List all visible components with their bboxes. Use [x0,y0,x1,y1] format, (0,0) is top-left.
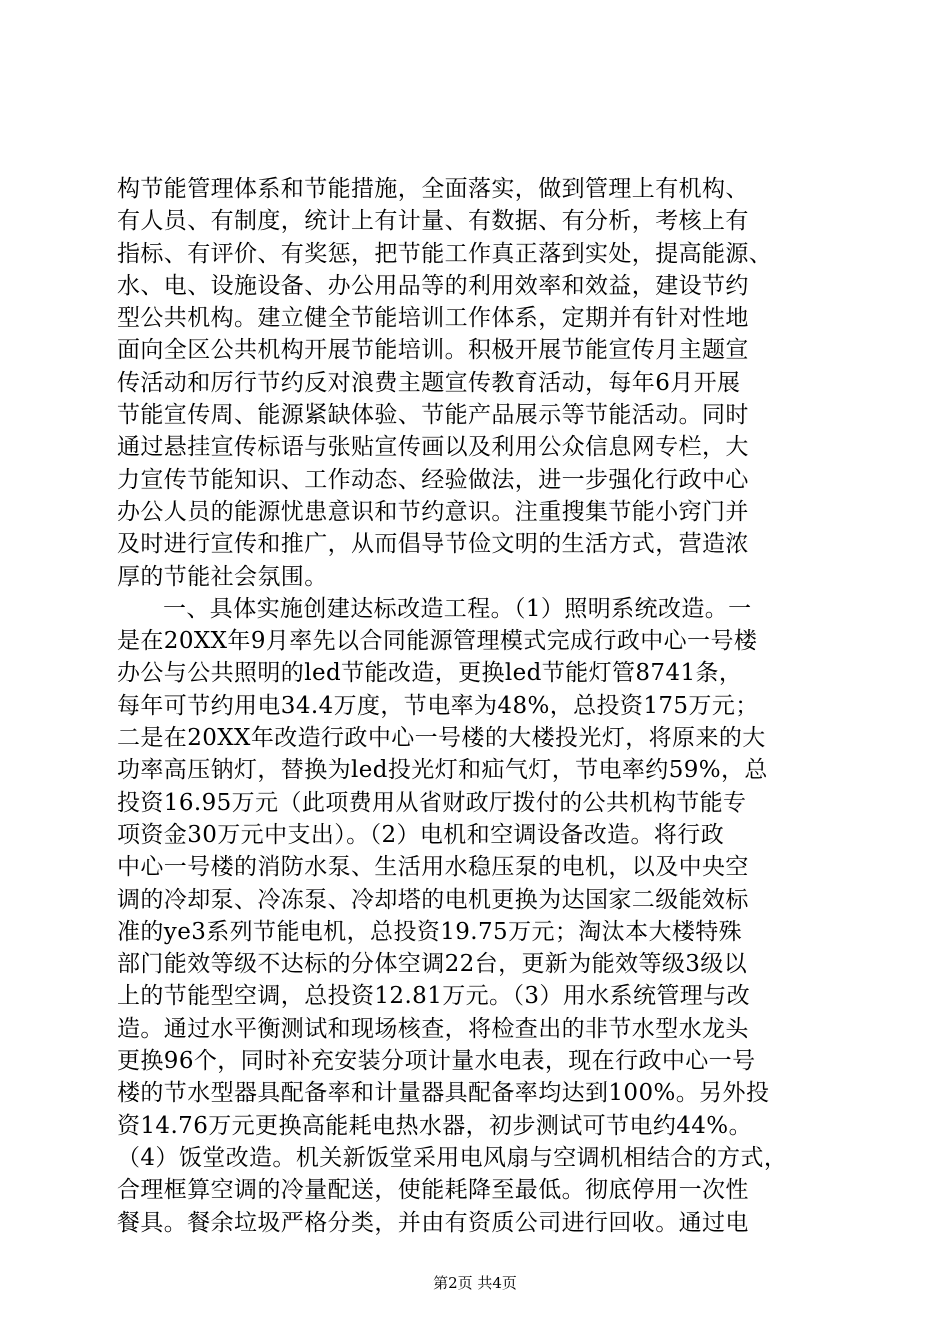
text-line: 传活动和厉行节约反对浪费主题宣传教育活动，每年6月开展 [117,369,741,396]
text-line: 中心一号楼的消防水泵、生活用水稳压泵的电机，以及中央空 [117,854,749,881]
text-line: 功率高压钠灯，替换为led投光灯和疝气灯，节电率约59%，总 [117,757,768,784]
page-footer [0,1273,950,1293]
text-line: 通过悬挂宣传标语与张贴宣传画以及利用公众信息网专栏，大 [117,434,749,461]
text-line: 投资16.95万元（此项费用从省财政厅拨付的公共机构节能专 [117,789,747,816]
text-line: 节能宣传周、能源紧缺体验、节能产品展示等节能活动。同时 [117,402,749,429]
text-line: 餐具。餐余垃圾严格分类，并由有资质公司进行回收。通过电 [117,1209,749,1236]
page-number: 第2页 共4页 [433,1274,517,1292]
text-line: 指标、有评价、有奖惩，把节能工作真正落到实处，提高能源、 [117,240,773,267]
text-line: 及时进行宣传和推广，从而倡导节俭文明的生活方式，营造浓 [117,531,749,558]
text-line: 二是在20XX年改造行政中心一号楼的大楼投光灯，将原来的大 [117,725,766,752]
text-line: 部门能效等级不达标的分体空调22台，更新为能效等级3级以 [117,951,748,978]
text-line: 更换96个，同时补充安装分项计量水电表，现在行政中心一号 [117,1048,756,1075]
text-line: 资14.76万元更换高能耗电热水器，初步测试可节电约44%。 [117,1112,752,1139]
text-line: 力宣传节能知识、工作动态、经验做法，进一步强化行政中心 [117,466,749,493]
body-text [117,173,837,1239]
text-line: 是在20XX年9月率先以合同能源管理模式完成行政中心一号楼 [117,628,758,655]
text-line: 办公人员的能源忧患意识和节约意识。注重搜集节能小窍门并 [117,498,749,525]
text-line: 每年可节约用电34.4万度，节电率为48%，总投资175万元； [117,692,759,719]
text-line: 面向全区公共机构开展节能培训。积极开展节能宣传月主题宣 [117,337,749,364]
text-line: 型公共机构。建立健全节能培训工作体系，定期并有针对性地 [117,305,749,332]
text-line: 调的冷却泵、冷冻泵、冷却塔的电机更换为达国家二级能效标 [117,886,749,913]
text-line: 水、电、设施设备、办公用品等的利用效率和效益，建设节约 [117,272,749,299]
paragraph-start-line: 一、具体实施创建达标改造工程。（1）照明系统改造。一 [163,595,752,622]
text-line: 构节能管理体系和节能措施，全面落实，做到管理上有机构、 [117,176,749,202]
text-line: 造。通过水平衡测试和现场核查，将检查出的非节水型水龙头 [117,1015,749,1042]
text-line: 项资金30万元中支出）。（2）电机和空调设备改造。将行政 [117,821,725,848]
text-line: 合理框算空调的冷量配送，使能耗降至最低。彻底停用一次性 [117,1177,749,1204]
text-line: 有人员、有制度，统计上有计量、有数据、有分析，考核上有 [117,208,749,235]
text-line: 上的节能型空调，总投资12.81万元。（3）用水系统管理与改 [117,983,750,1010]
text-line: 厚的节能社会氛围。 [117,563,328,590]
text-line: 准的ye3系列节能电机，总投资19.75万元；淘汰本大楼特殊 [117,918,743,945]
text-line: 楼的节水型器具配备率和计量器具配备率均达到100%。另外投 [117,1080,770,1107]
text-line: 办公与公共照明的led节能改造，更换led节能灯管8741条， [117,660,743,687]
text-line: （4）饭堂改造。机关新饭堂采用电风扇与空调机相结合的方式， [117,1144,788,1171]
